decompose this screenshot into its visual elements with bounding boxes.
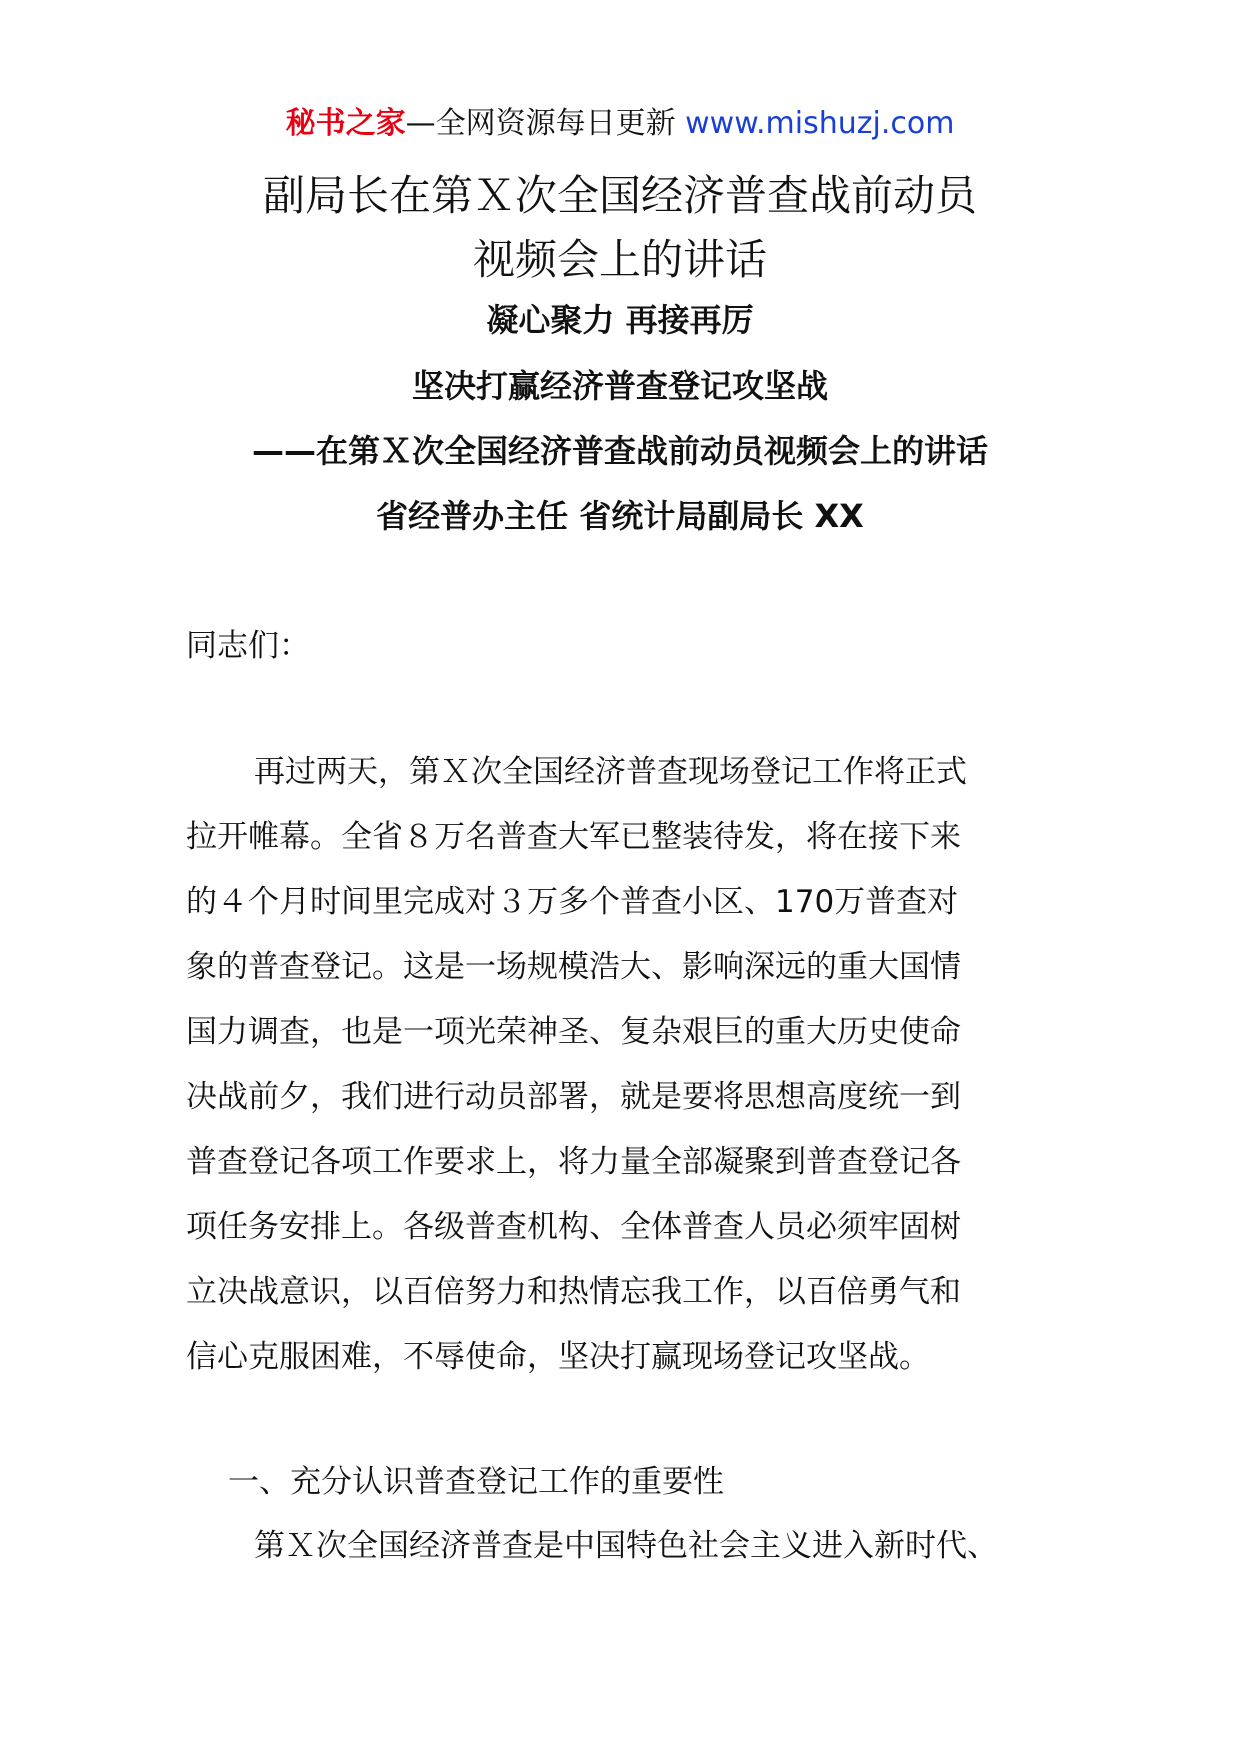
title-line-1: 副局长在第Ｘ次全国经济普查战前动员 <box>262 171 977 220</box>
speaker-line: 省经普办主任 省统计局副局长 XX <box>376 497 864 535</box>
subtitle-line-2: 坚决打赢经济普查登记攻坚战 <box>411 367 828 405</box>
paragraph-line: 普查登记各项工作要求上，将力量全部凝聚到普查登记各 <box>186 1144 961 1180</box>
section-heading-1: 一、充分认识普查登记工作的重要性 <box>228 1464 724 1500</box>
subtitle-line-1: 凝心聚力 再接再厉 <box>486 301 754 339</box>
salutation: 同志们： <box>186 628 310 664</box>
paragraph-line: 项任务安排上。各级普查机构、全体普查人员必须牢固树 <box>186 1209 961 1245</box>
paragraph-line: 决战前夕，我们进行动员部署，就是要将思想高度统一到 <box>186 1079 961 1115</box>
site-url-link[interactable]: www.mishuzj.com <box>685 106 955 141</box>
brand-name: 秘书之家 <box>285 106 406 141</box>
document-title <box>0 164 1240 292</box>
paragraph-line: 立决战意识，以百倍努力和热情忘我工作，以百倍勇气和 <box>186 1274 961 1310</box>
site-header <box>0 104 1240 144</box>
header-slogan: —全网资源每日更新 <box>405 106 686 141</box>
subtitle-line-3: ——在第Ｘ次全国经济普查战前动员视频会上的讲话 <box>251 432 988 470</box>
paragraph-line: 拉开帷幕。全省８万名普查大军已整装待发，将在接下来 <box>186 819 961 855</box>
paragraph-2-start: 第Ｘ次全国经济普查是中国特色社会主义进入新时代、 <box>254 1528 998 1564</box>
paragraph-line: 国力调查，也是一项光荣神圣、复杂艰巨的重大历史使命 <box>186 1014 961 1050</box>
paragraph-line: 的４个月时间里完成对３万多个普查小区、170万普查对 <box>186 884 959 920</box>
paragraph-line: 象的普查登记。这是一场规模浩大、影响深远的重大国情 <box>186 949 961 985</box>
paragraph-line: 再过两天，第Ｘ次全国经济普查现场登记工作将正式 <box>254 754 967 790</box>
title-line-2: 视频会上的讲话 <box>472 235 767 284</box>
paragraph-1 <box>186 740 1056 1390</box>
paragraph-line: 信心克服困难，不辱使命，坚决打赢现场登记攻坚战。 <box>186 1339 930 1375</box>
